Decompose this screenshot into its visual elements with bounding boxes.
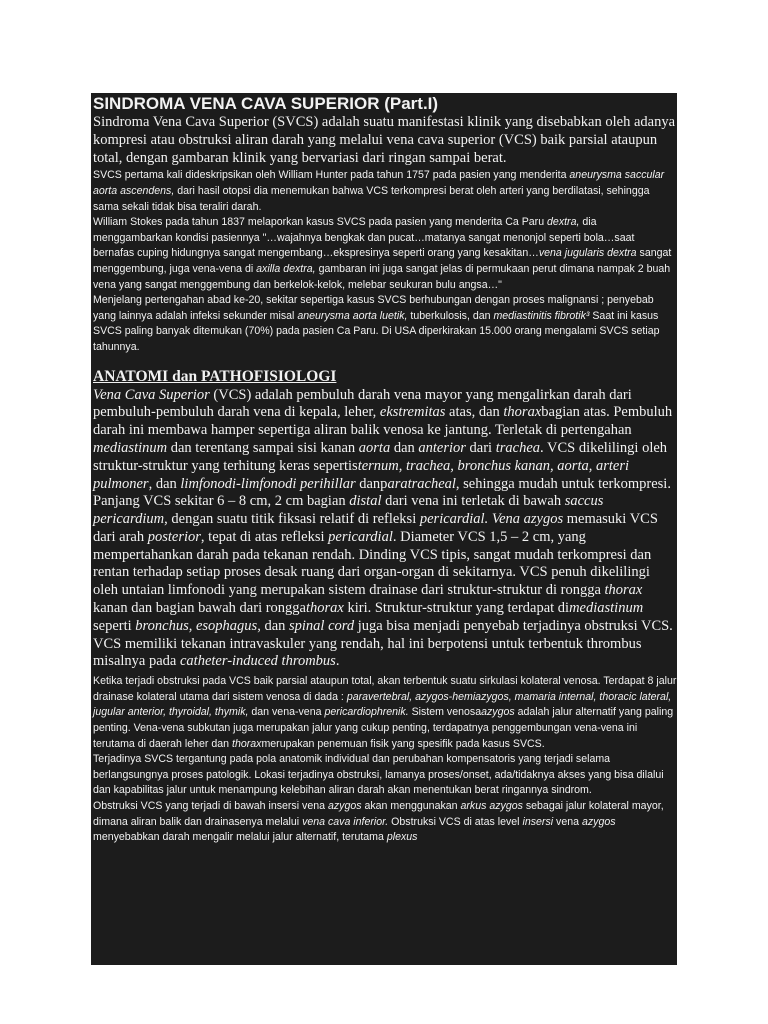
history-stokes-paragraph: William Stokes pada tahun 1837 melaporkan kasus SVCS pada pasien yang menderita Ca Paru dextra, dia menggambarkan kondisi pasiennya "…wajahnya bengkak dan pucat…matanya sangat menonjol seperti bola…saat bernafas cuping hidungnya sangat mengembang…ekspresinya seperti orang yang kesakitan…vena jugularis dextra sangat menggembung, juga vena-vena di axilla dextra, gambaran ini juga sangat jelas di permukaan perut dimana nampak 2 buah vena yang sangat menggembung dan berkelok-kelok, melebar seukuran bulu angsa…" (93, 216, 672, 291)
page-title: SINDROMA VENA CAVA SUPERIOR (Part.I) (93, 94, 439, 113)
collateral-paragraph: Ketika terjadi obstruksi pada VCS baik parsial ataupun total, akan terbentuk suatu sirkulasi kolateral venosa. Terdapat 8 jalur drainase kolateral utama dari sistem venosa di dada : paravertebral, azygos-hemiazygos, mamaria internal, thoracic lateral, jugular anterior, thyroidal, thymik, dan vena-vena pericardiophrenik. Sistem venosaazygos adalah jalur alternatif yang paling penting. Vena-vena subkutan juga merupakan jalur yang cukup penting, terdapatnya penggembungan vena-vena ini terutama di daerah leher dan thoraxmerupakan penemuan fisik yang spesifik pada kasus SVCS. (93, 675, 677, 750)
occurrence-paragraph: Terjadinya SVCS tergantung pada pola anatomik individual dan perubahan kompensatoris yang terjadi selama berlangsungnya proses patologik. Lokasi terjadinya obstruksi, lamanya proses/onset, ada/tidaknya akses yang bisa dilalui dan kapabilitas jalur untuk menampung kelebihan aliran darah akan menentukan berat ringannya sindrom. (93, 753, 664, 797)
anatomy-paragraph: Vena Cava Superior (VCS) adalah pembuluh darah vena mayor yang mengalirkan darah dari pembuluh-pembuluh darah vena di kepala, leher, ekstremitas atas, dan thoraxbagian atas. Pembuluh darah ini membawa hamper sepertiga aliran balik venosa ke jantung. Terletak di pertengahan mediastinum dan terentang sampai sisi kanan aorta dan anterior dari trachea. VCS dikelilingi oleh struktur-struktur yang terhitung keras sepertisternum, trachea, bronchus kanan, aorta, arteri pulmoner, dan limfonodi-limfonodi perihillar danparatracheal, sehingga mudah untuk terkompresi. Panjang VCS sekitar 6 – 8 cm, 2 cm bagian distal dari vena ini terletak di bawah saccus pericardium, dengan suatu titik fiksasi relatif di refleksi pericardial. Vena azygos memasuki VCS dari arah posterior, tepat di atas refleksi pericardial. Diameter VCS 1,5 – 2 cm, yang mempertahankan darah pada tekanan rendah. Dinding VCS tipis, sangat mudah terkompresi dan rentan terhadap setiap proses desak ruang dari organ-organ di sekitarnya. VCS penuh dikelilingi oleh untaian limfonodi yang merupakan sistem drainase dari struktur-struktur di rongga thorax kanan dan bagian bawah dari ronggathorax kiri. Struktur-struktur yang terdapat dimediastinum seperti bronchus, esophagus, dan spinal cord juga bisa menjadi penyebab terjadinya obstruksi VCS. VCS memiliki tekanan intravaskuler yang rendah, hal ini berpotensi untuk terbentuk thrombus misalnya pada catheter-induced thrombus. (93, 386, 673, 670)
intro-paragraph: Sindroma Vena Cava Superior (SVCS) adalah suatu manifestasi klinik yang disebabkan oleh adanya kompresi atau obstruksi aliran darah yang melalui vena cava superior (VCS) baik parsial ataupun total, dengan gambaran klinik yang bervariasi dari ringan sampai berat. (93, 114, 676, 166)
epidemiology-paragraph: Menjelang pertengahan abad ke-20, sekitar sepertiga kasus SVCS berhubungan dengan proses malignansi ; penyebab yang lainnya adalah infeksi sekunder misal aneurysma aorta luetik, tuberkulosis, dan mediastinitis fibrotik³ Saat ini kasus SVCS paling banyak ditemukan (70%) pada pasien Ca Paru. Di USA diperkirakan 15.000 orang mengalami SVCS setiap tahunnya. (93, 294, 660, 353)
section-heading: ANATOMI dan PATHOFISIOLOGI (93, 367, 337, 385)
history-hunter-paragraph: SVCS pertama kali dideskripsikan oleh William Hunter pada tahun 1757 pada pasien yang menderita aneurysma saccular aorta ascendens, dari hasil otopsi dia menemukan bahwa VCS terkompresi berat oleh arteri yang berdilatasi, sehingga sama sekali tidak bisa teraliri darah. (93, 169, 665, 213)
document-page (91, 93, 677, 965)
obstruction-paragraph: Obstruksi VCS yang terjadi di bawah insersi vena azygos akan menggunakan arkus azygos sebagai jalur kolateral mayor, dimana aliran balik dan drainasenya melalui vena cava inferior. Obstruksi VCS di atas level insersi vena azygos menyebabkan darah mengalir melalui jalur alternatif, terutama plexus (93, 800, 664, 844)
